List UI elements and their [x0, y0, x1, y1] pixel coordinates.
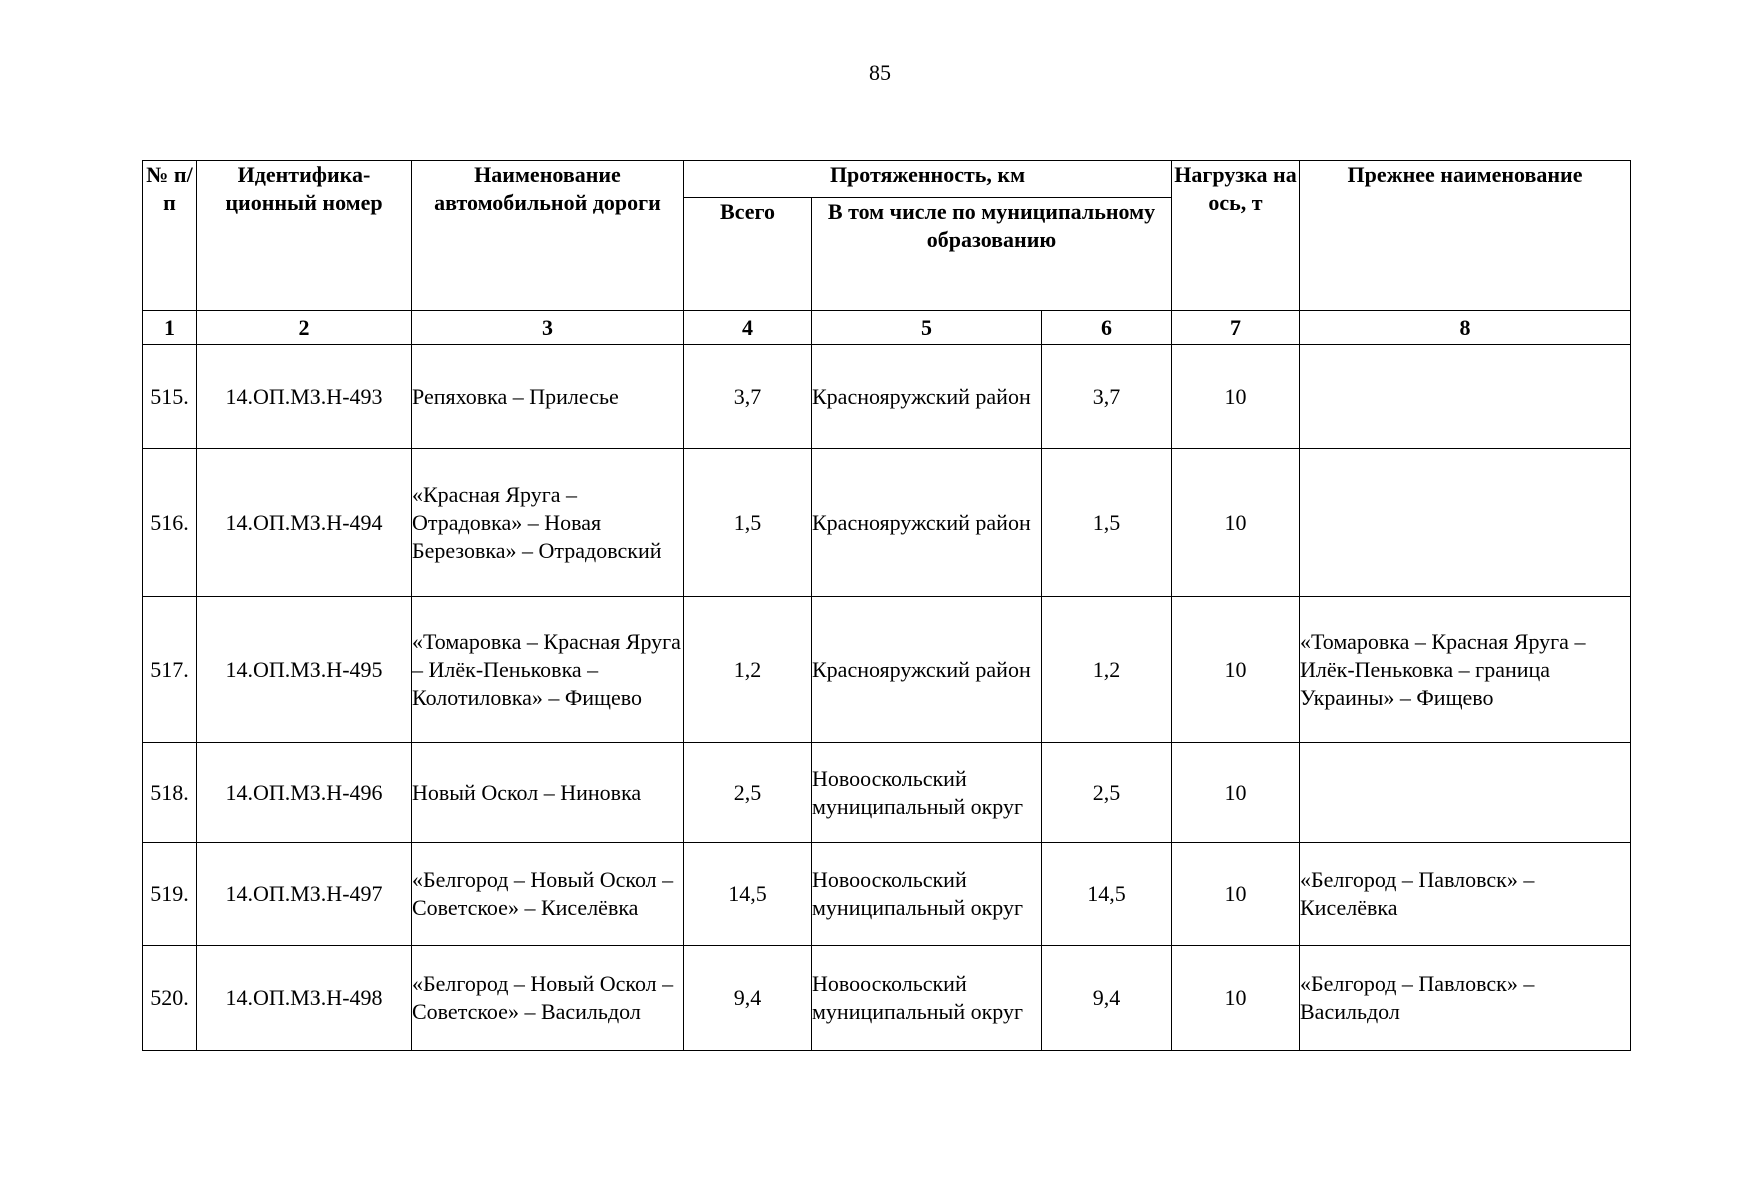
table-row	[143, 843, 1631, 946]
former-name	[1300, 449, 1631, 597]
road-name: «Томаровка – Красная Яруга – Илёк-Пеньковка – Колотиловка» – Фищево	[412, 597, 684, 743]
municipality: Краснояружский район	[812, 449, 1042, 597]
row-number: 516.	[143, 449, 197, 597]
former-name: «Белгород – Павловск» – Васильдол	[1300, 946, 1631, 1051]
road-id: 14.ОП.МЗ.Н-498	[197, 946, 412, 1051]
former-name	[1300, 345, 1631, 449]
axle-load: 10	[1172, 345, 1300, 449]
total-length: 2,5	[684, 743, 812, 843]
column-number: 5	[812, 311, 1042, 345]
road-name: Репяховка – Прилесье	[412, 345, 684, 449]
column-number-row	[143, 311, 1631, 345]
former-name	[1300, 743, 1631, 843]
table-row	[143, 946, 1631, 1051]
municipality: Новооскольский муниципальный округ	[812, 843, 1042, 946]
municipality: Краснояружский район	[812, 345, 1042, 449]
header-by-municipal: В том числе по муниципальному образованию	[812, 198, 1172, 311]
page-number: 85	[869, 60, 891, 85]
municipal-length: 2,5	[1042, 743, 1172, 843]
column-number: 2	[197, 311, 412, 345]
municipality: Новооскольский муниципальный округ	[812, 946, 1042, 1051]
municipal-length: 3,7	[1042, 345, 1172, 449]
column-number: 8	[1300, 311, 1631, 345]
total-length: 9,4	[684, 946, 812, 1051]
municipal-length: 9,4	[1042, 946, 1172, 1051]
road-id: 14.ОП.МЗ.Н-496	[197, 743, 412, 843]
row-number: 520.	[143, 946, 197, 1051]
axle-load: 10	[1172, 946, 1300, 1051]
roads-table	[142, 160, 1631, 1051]
total-length: 14,5	[684, 843, 812, 946]
table-row	[143, 345, 1631, 449]
road-id: 14.ОП.МЗ.Н-493	[197, 345, 412, 449]
row-number: 515.	[143, 345, 197, 449]
road-id: 14.ОП.МЗ.Н-495	[197, 597, 412, 743]
axle-load: 10	[1172, 843, 1300, 946]
row-number: 519.	[143, 843, 197, 946]
header-axle-load: Нагрузка на ось, т	[1172, 161, 1300, 311]
row-number: 517.	[143, 597, 197, 743]
former-name: «Томаровка – Красная Яруга – Илёк-Пеньковка – граница Украины» – Фищево	[1300, 597, 1631, 743]
header-road-name: Наименование автомобильной дороги	[412, 161, 684, 311]
road-id: 14.ОП.МЗ.Н-497	[197, 843, 412, 946]
road-name: Новый Оскол – Ниновка	[412, 743, 684, 843]
column-number: 1	[143, 311, 197, 345]
axle-load: 10	[1172, 743, 1300, 843]
road-name: «Белгород – Новый Оскол – Советское» – Киселёвка	[412, 843, 684, 946]
header-num: № п/п	[143, 161, 197, 311]
header-id: Идентифика-ционный номер	[197, 161, 412, 311]
total-length: 1,5	[684, 449, 812, 597]
municipal-length: 14,5	[1042, 843, 1172, 946]
table-row	[143, 597, 1631, 743]
road-name: «Красная Яруга – Отрадовка» – Новая Березовка» – Отрадовский	[412, 449, 684, 597]
column-number: 6	[1042, 311, 1172, 345]
header-length-group: Протяженность, км	[684, 161, 1172, 198]
axle-load: 10	[1172, 597, 1300, 743]
total-length: 3,7	[684, 345, 812, 449]
row-number: 518.	[143, 743, 197, 843]
road-id: 14.ОП.МЗ.Н-494	[197, 449, 412, 597]
axle-load: 10	[1172, 449, 1300, 597]
header-total: Всего	[684, 198, 812, 311]
total-length: 1,2	[684, 597, 812, 743]
municipality: Краснояружский район	[812, 597, 1042, 743]
municipal-length: 1,2	[1042, 597, 1172, 743]
former-name: «Белгород – Павловск» – Киселёвка	[1300, 843, 1631, 946]
table-row	[143, 449, 1631, 597]
municipal-length: 1,5	[1042, 449, 1172, 597]
road-name: «Белгород – Новый Оскол – Советское» – Васильдол	[412, 946, 684, 1051]
municipality: Новооскольский муниципальный округ	[812, 743, 1042, 843]
column-number: 4	[684, 311, 812, 345]
header-former-name: Прежнее наименование	[1300, 161, 1631, 311]
column-number: 3	[412, 311, 684, 345]
column-number: 7	[1172, 311, 1300, 345]
table-row	[143, 743, 1631, 843]
